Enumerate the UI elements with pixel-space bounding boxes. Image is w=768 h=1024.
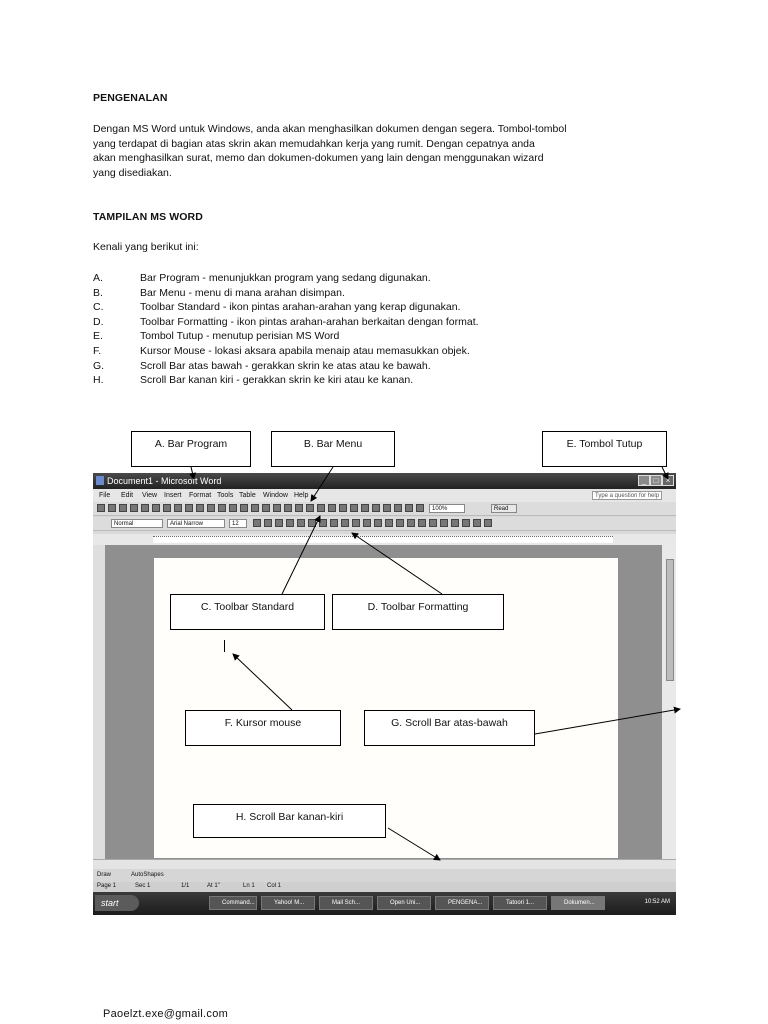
list-text: Bar Menu - menu di mana arahan disimpan.: [140, 286, 345, 299]
ask-question-input[interactable]: Type a question for help: [592, 491, 662, 500]
maximize-icon[interactable]: □: [650, 475, 662, 486]
status-bar: [93, 882, 676, 892]
list-item: [93, 373, 479, 388]
status-page: Page 1: [97, 883, 117, 889]
align-right-icon[interactable]: [451, 519, 459, 527]
undo-icon[interactable]: [328, 504, 336, 512]
horizontal-ruler: [93, 534, 676, 545]
open-icon[interactable]: [372, 504, 380, 512]
intro-line: yang disediakan.: [93, 166, 172, 179]
autoshapes-menu[interactable]: AutoShapes: [131, 872, 164, 878]
vertical-scroll-thumb[interactable]: [666, 559, 674, 681]
preview-icon[interactable]: [273, 504, 281, 512]
callout-standard-toolbar: C. Toolbar Standard: [170, 594, 325, 630]
start-button[interactable]: start: [95, 895, 139, 911]
draw-menu[interactable]: Draw: [97, 872, 112, 878]
numbering-icon[interactable]: [330, 519, 338, 527]
new-document-icon[interactable]: [229, 504, 237, 512]
windows-taskbar: [93, 892, 676, 915]
intro-paragraph: [93, 122, 605, 180]
list-item: [93, 344, 479, 359]
taskbar-clock: 10:52 AM: [644, 899, 670, 905]
open-icon[interactable]: [240, 504, 248, 512]
print-icon[interactable]: [262, 504, 270, 512]
copy-icon[interactable]: [306, 504, 314, 512]
cut-icon[interactable]: [295, 504, 303, 512]
title-bar: [93, 473, 676, 489]
bold-icon[interactable]: [253, 519, 261, 527]
intro-line: Dengan MS Word untuk Windows, anda akan menghasilkan dokumen dengan segera. Tombol-tombol: [93, 123, 567, 135]
list-letter: H.: [93, 374, 104, 387]
redo-icon[interactable]: [207, 504, 215, 512]
indent-icon[interactable]: [352, 519, 360, 527]
list-letter: E.: [93, 330, 103, 343]
list-letter: G.: [93, 359, 105, 372]
footer-email: Paoelzt.exe@gmail.com: [103, 1008, 229, 1020]
list-item: [93, 359, 479, 374]
bullets-icon[interactable]: [341, 519, 349, 527]
menu-bar: [93, 489, 676, 502]
save-icon[interactable]: [119, 504, 127, 512]
word-icon: [96, 476, 104, 485]
print-icon[interactable]: [130, 504, 138, 512]
status-section: Sec 1: [135, 883, 151, 889]
font-size-field[interactable]: 12: [229, 519, 247, 528]
text-cursor: [224, 640, 225, 652]
font-field[interactable]: Arial Narrow: [167, 519, 225, 528]
menu-edit[interactable]: Edit: [121, 492, 134, 499]
callout-mouse-cursor: F. Kursor mouse: [185, 710, 341, 746]
callout-formatting-toolbar: D. Toolbar Formatting: [332, 594, 504, 630]
paste-icon[interactable]: [185, 504, 193, 512]
list-letter: C.: [93, 301, 104, 314]
formatting-toolbar: [93, 517, 676, 531]
cut-icon[interactable]: [163, 504, 171, 512]
align-left-icon[interactable]: [286, 519, 294, 527]
intro-heading: PENGENALAN: [93, 92, 168, 104]
feature-list: [93, 271, 479, 388]
bold-icon[interactable]: [396, 519, 404, 527]
align-center-icon[interactable]: [297, 519, 305, 527]
intro-line: akan menghasilkan surat, memo dan dokumen-dokumen yang lain dengan menggunakan wizard: [93, 152, 544, 165]
window-title: Document1 - Microsoft Word: [107, 476, 222, 486]
font-color-icon[interactable]: [385, 519, 393, 527]
menu-view[interactable]: View: [142, 492, 158, 499]
callout-bar-menu: B. Bar Menu: [271, 431, 395, 467]
zoom-field[interactable]: 100%: [429, 504, 465, 513]
minimize-icon[interactable]: _: [638, 475, 650, 486]
list-text: Bar Program - menunjukkan program yang sedang digunakan.: [140, 272, 431, 284]
open-icon[interactable]: [108, 504, 116, 512]
paste-icon[interactable]: [317, 504, 325, 512]
save-icon[interactable]: [251, 504, 259, 512]
menu-table[interactable]: Table: [239, 492, 256, 499]
spelling-icon[interactable]: [416, 504, 424, 512]
intro-line: yang terdapat di bagian atas skrin akan memudahkan kerja yang rumit. Dengan cepatnya anda: [93, 137, 535, 150]
numbering-icon[interactable]: [473, 519, 481, 527]
preview-icon[interactable]: [405, 504, 413, 512]
highlight-icon[interactable]: [374, 519, 382, 527]
list-item: [93, 286, 479, 301]
underline-icon[interactable]: [418, 519, 426, 527]
status-column: Col 1: [267, 883, 282, 889]
menu-file[interactable]: File: [99, 492, 111, 499]
status-line: Ln 1: [243, 883, 255, 889]
list-letter: B.: [93, 286, 103, 299]
lead-text: Kenali yang berikut ini:: [93, 241, 199, 253]
menu-format[interactable]: Format: [189, 492, 212, 499]
border-icon[interactable]: [363, 519, 371, 527]
menu-help[interactable]: Help: [294, 492, 309, 499]
underline-icon[interactable]: [275, 519, 283, 527]
copy-icon[interactable]: [174, 504, 182, 512]
status-at: At 1": [207, 883, 220, 889]
list-item: [93, 329, 479, 344]
list-item: [93, 300, 479, 315]
spelling-icon[interactable]: [284, 504, 292, 512]
menu-window[interactable]: Window: [263, 492, 288, 499]
italic-icon[interactable]: [264, 519, 272, 527]
list-item: [93, 315, 479, 330]
standard-toolbar: [93, 502, 676, 516]
align-center-icon[interactable]: [440, 519, 448, 527]
redo-icon[interactable]: [339, 504, 347, 512]
table-icon[interactable]: [350, 504, 358, 512]
taskbar-item[interactable]: Tatoori 1...: [493, 896, 547, 910]
menu-tools[interactable]: Tools: [217, 492, 234, 499]
list-letter: F.: [93, 344, 102, 357]
list-text: Toolbar Standard - ikon pintas arahan-arahan yang kerap digunakan.: [140, 301, 461, 314]
list-text: Tombol Tutup - menutup perisian MS Word: [140, 330, 340, 343]
status-pages: 1/1: [181, 883, 190, 889]
taskbar-item[interactable]: PENGENA...: [435, 896, 489, 910]
list-text: Kursor Mouse - lokasi aksara apabila menaip atau memasukkan objek.: [140, 344, 470, 357]
list-letter: D.: [93, 315, 104, 328]
list-text: Toolbar Formatting - ikon pintas arahan-arahan berkaitan dengan format.: [140, 315, 479, 328]
read-button[interactable]: Read: [491, 504, 517, 513]
italic-icon[interactable]: [407, 519, 415, 527]
callout-vertical-scrollbar: G. Scroll Bar atas-bawah: [364, 710, 535, 746]
align-left-icon[interactable]: [429, 519, 437, 527]
vertical-ruler: [93, 545, 105, 859]
taskbar-item[interactable]: Command...: [209, 896, 257, 910]
table-icon[interactable]: [218, 504, 226, 512]
new-document-icon[interactable]: [97, 504, 105, 512]
close-icon[interactable]: ×: [662, 475, 674, 486]
list-item: [93, 271, 479, 286]
justify-icon[interactable]: [462, 519, 470, 527]
list-letter: A.: [93, 272, 103, 284]
callout-bar-program: A. Bar Program: [131, 431, 251, 467]
callout-horizontal-scrollbar: H. Scroll Bar kanan-kiri: [193, 804, 386, 838]
new-document-icon[interactable]: [361, 504, 369, 512]
align-right-icon[interactable]: [308, 519, 316, 527]
justify-icon[interactable]: [319, 519, 327, 527]
taskbar-item[interactable]: Mail Sch...: [319, 896, 373, 910]
list-text: Scroll Bar kanan kiri - gerakkan skrin ke kiri atau ke kanan.: [140, 374, 414, 387]
callout-close-button: E. Tombol Tutup: [542, 431, 667, 467]
display-heading: TAMPILAN MS WORD: [93, 211, 203, 223]
spelling-icon[interactable]: [152, 504, 160, 512]
list-text: Scroll Bar atas bawah - gerakkan skrin ke atas atau ke bawah.: [140, 359, 431, 372]
taskbar-item[interactable]: Open Uni...: [377, 896, 431, 910]
save-icon[interactable]: [383, 504, 391, 512]
taskbar-item[interactable]: Dokumen...: [551, 896, 605, 910]
print-icon[interactable]: [394, 504, 402, 512]
style-field[interactable]: Normal: [111, 519, 163, 528]
taskbar-item[interactable]: Yahoo! M...: [261, 896, 315, 910]
undo-icon[interactable]: [196, 504, 204, 512]
bullets-icon[interactable]: [484, 519, 492, 527]
preview-icon[interactable]: [141, 504, 149, 512]
word-screenshot: [93, 473, 676, 915]
menu-insert[interactable]: Insert: [164, 492, 182, 499]
drawing-toolbar: [93, 869, 676, 882]
